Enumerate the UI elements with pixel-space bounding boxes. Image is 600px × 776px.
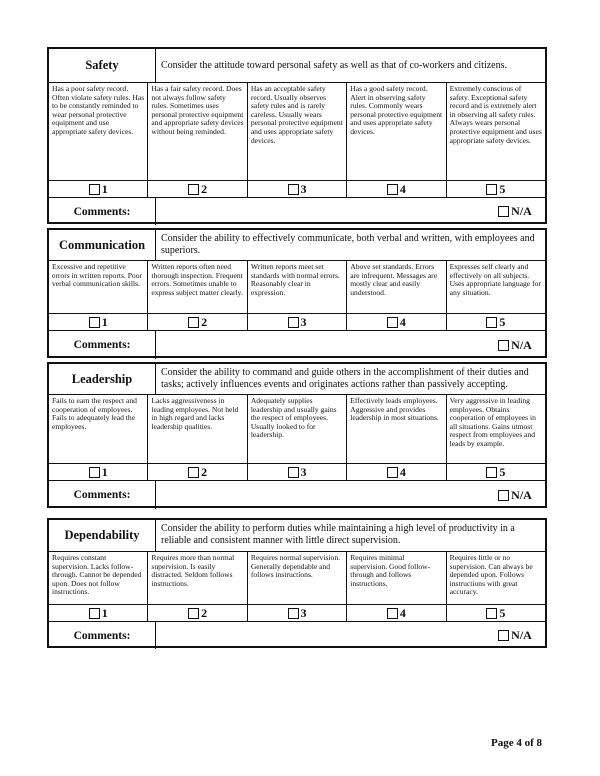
level-5-description: Expresses self clearly and effectively on all subjects. Uses appropriate language for any situation. [449,262,541,297]
checkbox-icon [387,608,398,619]
checkbox-icon [498,490,509,501]
checkbox-icon [486,608,497,619]
comments-label: Comments: [49,622,156,649]
level-3-description: Has an acceptable safety record. Usually observes safety rules and is rarely careless. Usually wears personal protective equipment and uses appropriate safety devices. [248,83,347,180]
score-4-checkbox[interactable]: 4 [347,181,446,197]
checkbox-icon [387,184,398,195]
section-dependability [47,518,547,648]
score-3-checkbox[interactable]: 3 [248,464,347,480]
checkbox-icon [498,630,509,641]
checkbox-icon [188,184,199,195]
rating-descriptions [49,552,545,605]
checkbox-icon [188,608,199,619]
na-checkbox[interactable]: N/A [485,622,545,649]
level-2-description: Written reports often need thorough inspection. Frequent errors. Sometimes unable to express subject matter clearly. [148,261,247,313]
rating-scores [49,464,545,481]
score-5-checkbox[interactable]: 5 [447,181,545,197]
score-2-checkbox[interactable]: 2 [148,181,247,197]
comments-row [49,331,545,359]
comments-row [49,622,545,649]
level-2-description: Lacks aggressiveness in leading employees. Not held in high regard and lacks leadership qualities. [148,395,247,463]
comments-row [49,481,545,509]
na-checkbox[interactable]: N/A [485,481,545,509]
score-1-checkbox[interactable]: 1 [49,464,148,480]
na-checkbox[interactable]: N/A [485,198,545,225]
rating-descriptions [49,83,545,181]
level-4-description: Requires minimal supervision. Good follow-through and follows instructions. [347,552,446,604]
page-number: Page 4 of 8 [490,737,542,749]
level-5-description: Requires little or no supervision. Can always be depended upon. Follows instructions with great accuracy. [449,553,533,597]
section-description: Consider the ability to perform duties while maintaining a high level of productivity in a reliable and consistent manner with little direct supervision. [161,523,515,546]
rating-scores [49,314,545,331]
checkbox-icon [498,206,509,217]
level-3-description: Written reports meet set standards with normal errors. Reasonably clear in expression. [248,261,347,313]
comments-field[interactable] [156,198,485,225]
section-description: Consider the attitude toward personal safety as well as that of co-workers and citizens. [161,59,508,71]
score-1-checkbox[interactable]: 1 [49,605,148,621]
checkbox-icon [89,608,100,619]
section-title: Leadership [49,364,156,394]
level-3-description: Requires normal supervision. Generally dependable and follows instructions. [248,552,347,604]
comments-label: Comments: [49,481,156,509]
checkbox-icon [486,184,497,195]
checkbox-icon [89,184,100,195]
level-4-description: Above set standards. Errors are infrequent. Messages are mostly clear and easily understood. [347,261,446,313]
section-title: Communication [49,230,156,260]
section-leadership [47,362,547,508]
section-header [49,230,545,261]
score-2-checkbox[interactable]: 2 [148,464,247,480]
checkbox-icon [188,467,199,478]
score-4-checkbox[interactable]: 4 [347,605,446,621]
level-1-description: Fails to earn the respect and cooperation of employees. Fails to adequately lead the employees. [49,395,148,463]
comments-row [49,198,545,225]
checkbox-icon [288,608,299,619]
rating-scores [49,181,545,198]
checkbox-icon [486,317,497,328]
checkbox-icon [387,317,398,328]
score-4-checkbox[interactable]: 4 [347,464,446,480]
level-2-description: Requires more than normal supervision. Is easily distracted. Seldom follows instructions. [148,552,247,604]
rating-scores [49,605,545,622]
comments-label: Comments: [49,198,156,225]
rating-descriptions [49,261,545,314]
section-header [49,49,545,83]
level-5-description: Extremely conscious of safety. Exceptional safety record and is extremely alert in observing all safety rules. Always wears personal protective equipment and uses appropriate safety devices. [449,84,542,145]
level-5-description: Very aggressive in leading employees. Obtains cooperation of employees in all situations. Gains utmost respect from employees and leads by example. [449,396,536,448]
comments-label: Comments: [49,331,156,359]
checkbox-icon [486,467,497,478]
score-4-checkbox[interactable]: 4 [347,314,446,330]
score-5-checkbox[interactable]: 5 [447,314,545,330]
checkbox-icon [288,184,299,195]
checkbox-icon [498,340,509,351]
level-1-description: Excessive and repetitive errors in written reports. Poor verbal communication skills. [49,261,148,313]
score-3-checkbox[interactable]: 3 [248,314,347,330]
score-3-checkbox[interactable]: 3 [248,181,347,197]
level-4-description: Has a good safety record. Alert in observing safety rules. Commonly wears personal protective equipment and uses appropriate safety devices. [347,83,446,180]
checkbox-icon [288,467,299,478]
section-safety [47,47,547,224]
score-2-checkbox[interactable]: 2 [148,605,247,621]
section-title: Dependability [49,520,156,551]
level-2-description: Has a fair safety record. Does not always follow safety rules. Sometimes uses personal protective equipment and appropriate safety devices without being reminded. [148,83,247,180]
section-header [49,364,545,395]
score-5-checkbox[interactable]: 5 [447,464,545,480]
rating-descriptions [49,395,545,464]
level-1-description: Has a poor safety record. Often violate safety rules. Has to be constantly reminded to wear personal protective equipment and use appropriate safety devices. [49,83,148,180]
comments-field[interactable] [156,331,485,359]
score-2-checkbox[interactable]: 2 [148,314,247,330]
level-1-description: Requires constant supervision. Lacks follow-through. Cannot be depended upon. Does not follow instructions. [49,552,148,604]
score-1-checkbox[interactable]: 1 [49,314,148,330]
na-checkbox[interactable]: N/A [485,331,545,359]
score-5-checkbox[interactable]: 5 [447,605,545,621]
checkbox-icon [288,317,299,328]
section-communication [47,228,547,358]
score-1-checkbox[interactable]: 1 [49,181,148,197]
section-header [49,520,545,552]
score-3-checkbox[interactable]: 3 [248,605,347,621]
section-description: Consider the ability to command and guide others in the accomplishment of their duties and tasks; actively influences events and originates actions rather than passively accepting. [161,367,529,390]
comments-field[interactable] [156,622,485,649]
comments-field[interactable] [156,481,485,509]
level-3-description: Adequately supplies leadership and usually gains the respect of employees. Usually looked to for leadership. [248,395,347,463]
checkbox-icon [188,317,199,328]
checkbox-icon [89,467,100,478]
section-title: Safety [49,49,156,82]
level-4-description: Effectively leads employees. Aggressive and provides leadership in most situations. [347,395,446,463]
checkbox-icon [387,467,398,478]
checkbox-icon [89,317,100,328]
section-description: Consider the ability to effectively communicate, both verbal and written, with employees and superiors. [161,233,535,256]
